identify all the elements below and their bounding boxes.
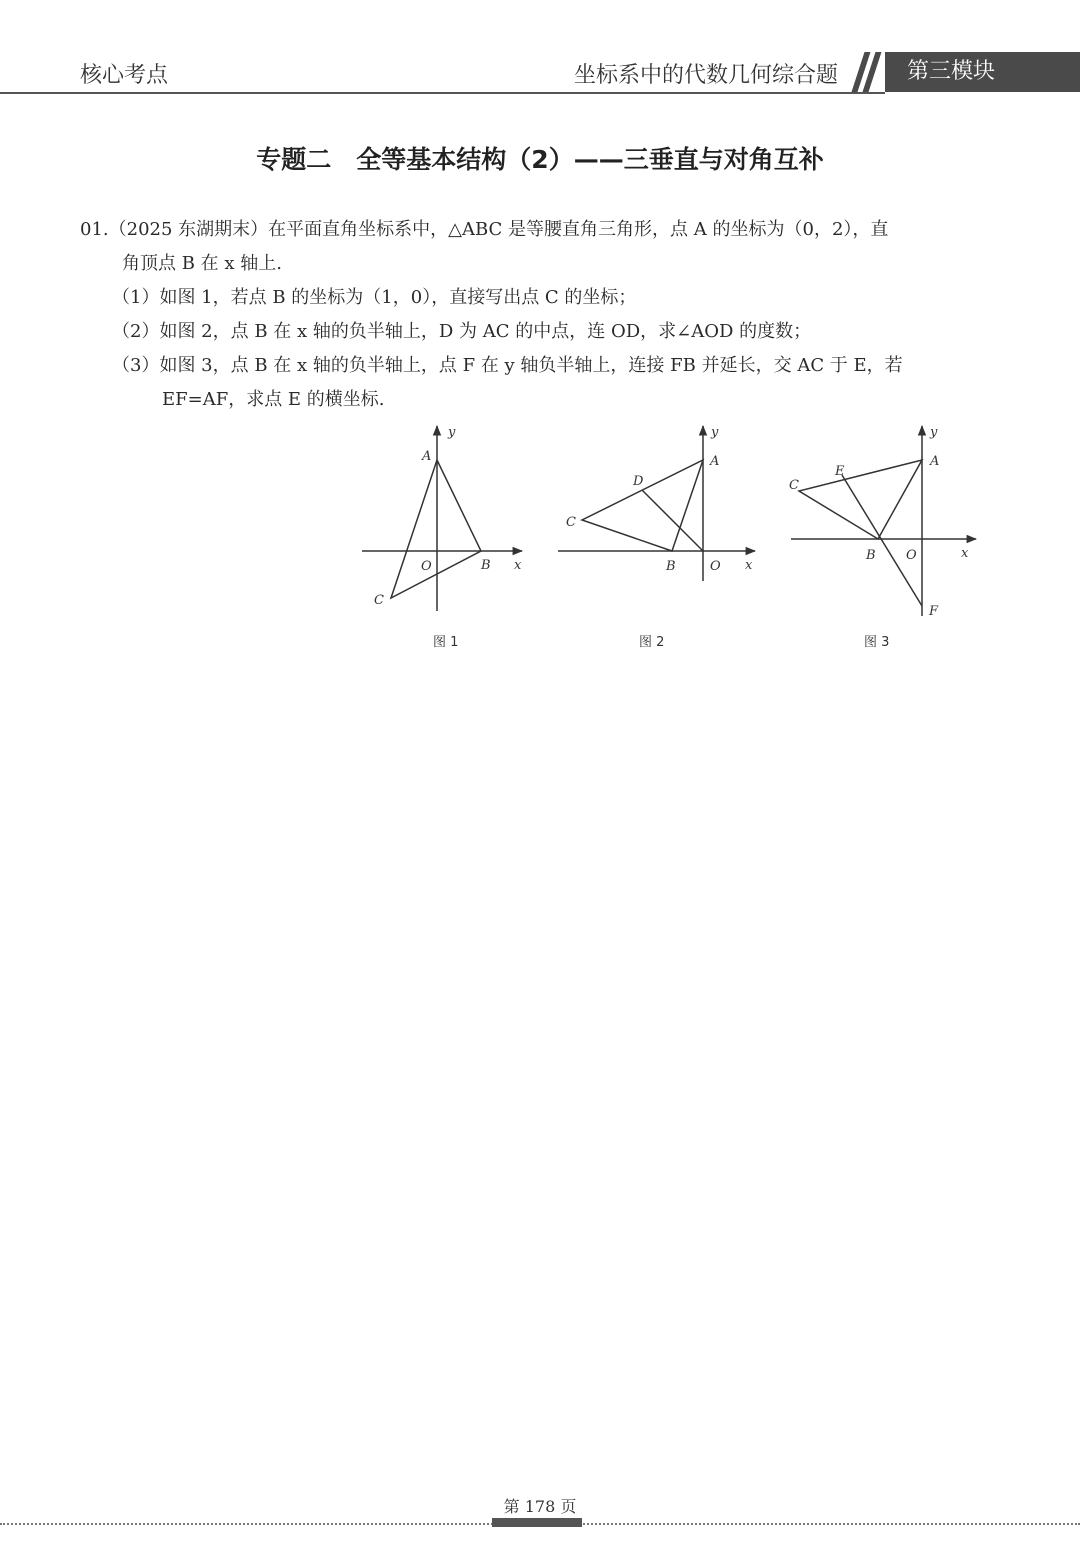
figure-1-labels: [374, 425, 522, 650]
fig1-caption: 图 1: [433, 635, 459, 650]
question-line-1: 01.（2025 东湖期末）在平面直角坐标系中，△ABC 是等腰直角三角形，点 A 的坐标为（0，2），直: [80, 219, 889, 240]
question-part-1: （1）如图 1，若点 B 的坐标为（1，0），直接写出点 C 的坐标；: [112, 287, 637, 308]
page-number: 第 178 页: [503, 1497, 577, 1516]
fig3-label-b: B: [866, 548, 876, 563]
fig1-label-c: C: [374, 593, 384, 608]
header-chapter-title: 坐标系中的代数几何综合题: [573, 63, 838, 88]
fig3-caption: 图 3: [864, 635, 890, 650]
fig3-label-y: y: [930, 425, 938, 440]
fig2-caption: 图 2: [639, 635, 665, 650]
fig3-label-f: F: [929, 604, 939, 619]
figure-2-labels: [566, 425, 753, 650]
question-part-3-cont: EF=AF，求点 E 的横坐标.: [162, 389, 385, 410]
fig2-label-c: C: [566, 515, 576, 530]
footer-bar-decoration: [492, 1518, 582, 1527]
fig2-label-x: x: [745, 558, 753, 573]
fig3-label-x: x: [961, 546, 969, 561]
figure-1: [362, 426, 522, 611]
figure-3: [791, 426, 976, 616]
fig1-label-x: x: [514, 558, 522, 573]
question-line-2: 角顶点 B 在 x 轴上.: [122, 253, 282, 274]
fig1-triangle-abc: [391, 460, 481, 598]
fig3-label-e: E: [835, 464, 845, 479]
page-header: [0, 0, 1080, 100]
section-title: 专题二 全等基本结构（2）——三垂直与对角互补: [256, 145, 824, 174]
figure-2: [558, 426, 755, 581]
header-module-tab: 第三模块: [885, 52, 1080, 92]
fig3-label-c: C: [789, 478, 799, 493]
fig1-label-a: A: [422, 449, 432, 464]
fig1-label-y: y: [448, 425, 456, 440]
header-rule: [0, 92, 885, 94]
fig2-label-d: D: [633, 474, 644, 489]
fig3-segment-fe: [842, 475, 922, 606]
fig2-label-a: A: [710, 454, 720, 469]
fig1-label-o: O: [421, 559, 432, 574]
fig2-label-o: O: [710, 559, 721, 574]
fig3-label-a: A: [930, 454, 940, 469]
fig1-label-b: B: [481, 558, 491, 573]
fig2-segment-od: [642, 490, 703, 551]
header-left-label: 核心考点: [80, 63, 169, 88]
fig2-label-b: B: [666, 559, 676, 574]
question-part-2: （2）如图 2，点 B 在 x 轴的负半轴上，D 为 AC 的中点，连 OD，求∠AOD 的度数；: [112, 321, 812, 342]
figures-group: [350, 418, 990, 668]
fig3-label-o: O: [906, 548, 917, 563]
fig2-label-y: y: [711, 425, 719, 440]
fig3-triangle-abc: [799, 460, 922, 539]
question-part-3: （3）如图 3，点 B 在 x 轴的负半轴上，点 F 在 y 轴负半轴上，连接 FB 并延长，交 AC 于 E，若: [112, 355, 903, 376]
